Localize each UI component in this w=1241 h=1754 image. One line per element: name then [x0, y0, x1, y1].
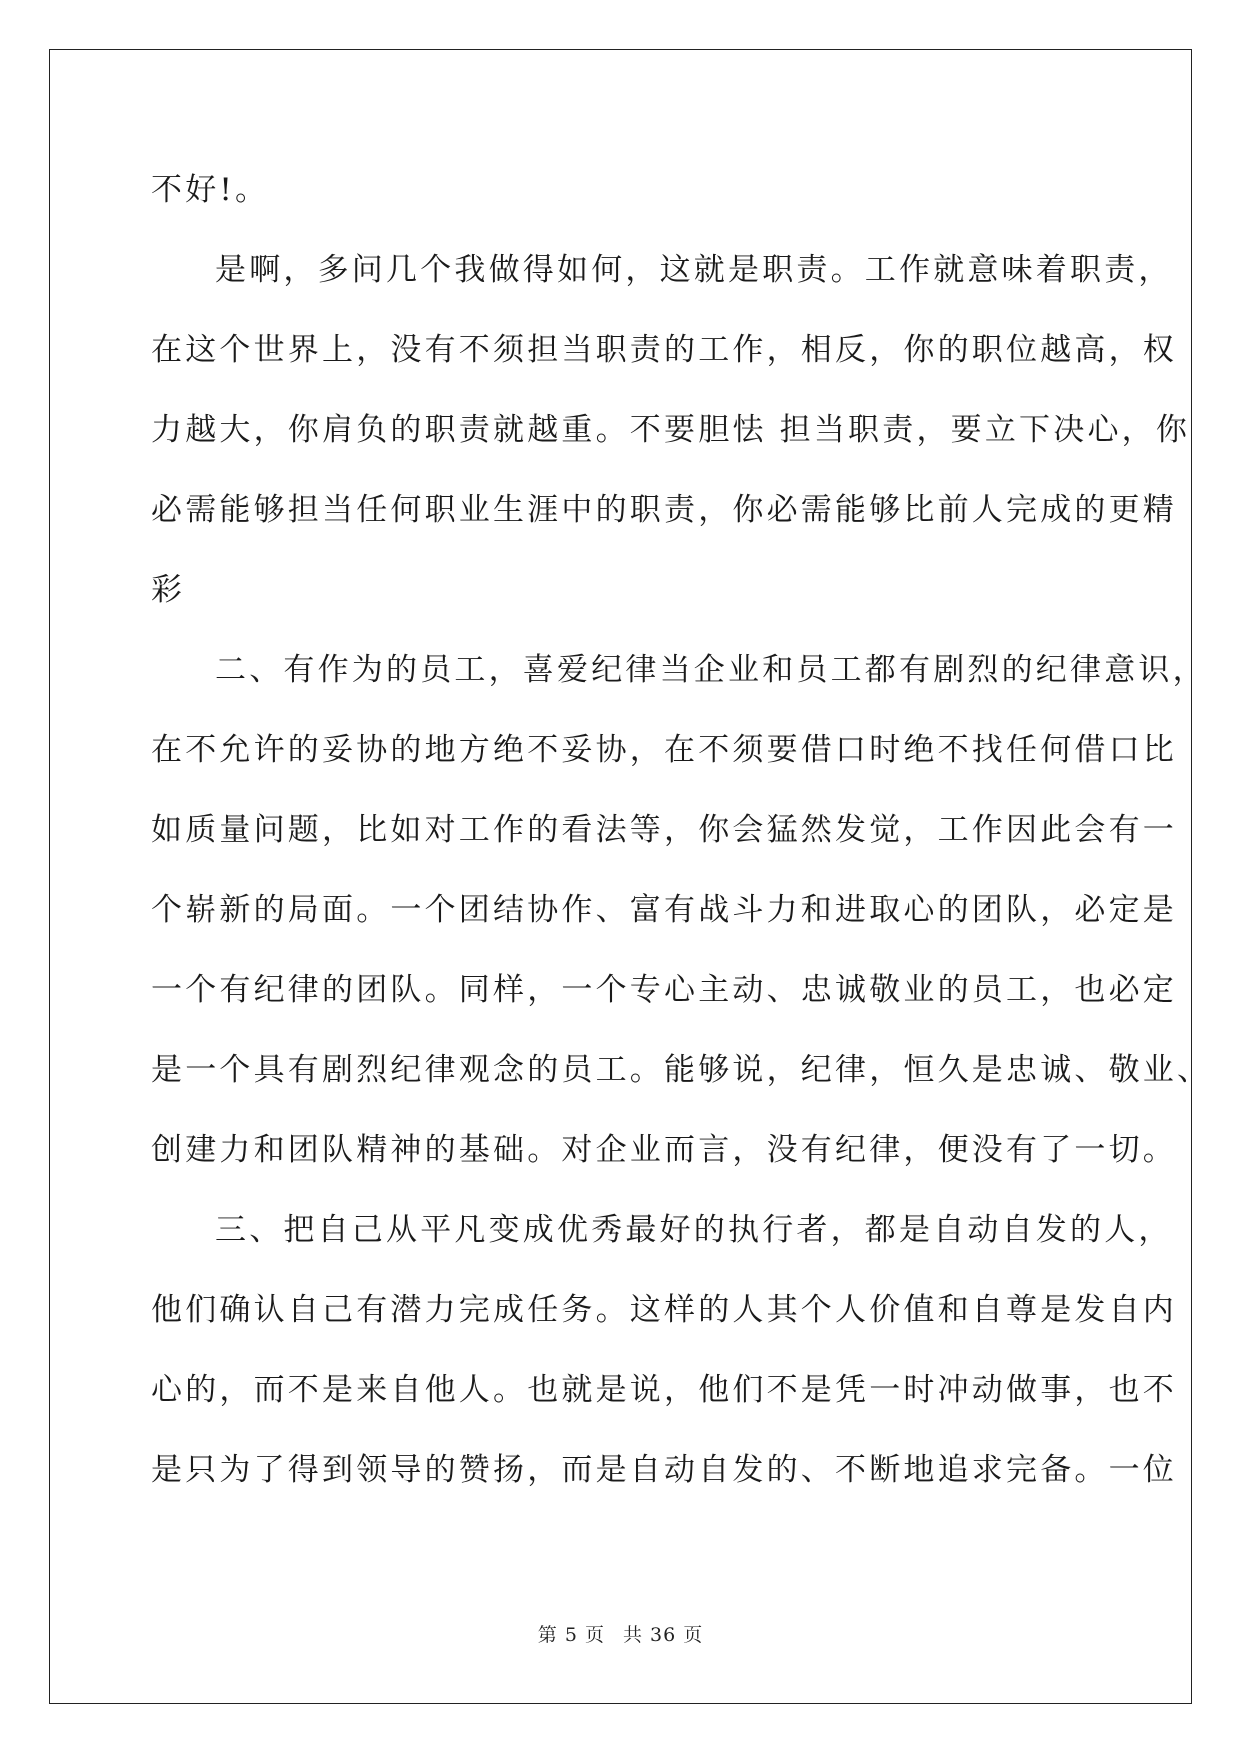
text-line: 彩: [151, 572, 186, 608]
text-line: 心的，而不是来自他人。也就是说，他们不是凭一时冲动做事，也不: [151, 1372, 1177, 1408]
text-line: 他们确认自己有潜力完成任务。这样的人其个人价值和自尊是发自内: [151, 1292, 1177, 1328]
text-line: 三、把自己从平凡变成优秀最好的执行者，都是自动自发的人，: [215, 1212, 1173, 1248]
text-line: 如质量问题，比如对工作的看法等，你会猛然发觉，工作因此会有一: [151, 812, 1177, 848]
text-line: 创建力和团队精神的基础。对企业而言，没有纪律，便没有了一切。: [151, 1132, 1177, 1168]
total-pages: 共 36 页: [622, 1624, 704, 1646]
text-line: 是只为了得到领导的赞扬，而是自动自发的、不断地追求完备。一位: [151, 1452, 1177, 1488]
text-line: 在这个世界上，没有不须担当职责的工作，相反，你的职位越高，权: [151, 332, 1177, 368]
text-line: 一个有纪律的团队。同样，一个专心主动、忠诚敬业的员工，也必定: [151, 972, 1177, 1008]
text-line: 个崭新的局面。一个团结协作、富有战斗力和进取心的团队，必定是: [151, 892, 1177, 928]
text-line: 必需能够担当任何职业生涯中的职责，你必需能够比前人完成的更精: [151, 492, 1177, 528]
document-body: [151, 165, 1212, 1525]
text-line: 力越大，你肩负的职责就越重。不要胆怯 担当职责，要立下决心，你: [151, 412, 1191, 448]
page-footer: [0, 1620, 1241, 1647]
text-line: 在不允许的妥协的地方绝不妥协，在不须要借口时绝不找任何借口比: [151, 732, 1177, 768]
text-line: 二、有作为的员工，喜爱纪律当企业和员工都有剧烈的纪律意识，: [215, 652, 1207, 688]
page-number: 第 5 页: [537, 1624, 605, 1646]
text-line: 不好!。: [151, 172, 270, 208]
text-line: 是一个具有剧烈纪律观念的员工。能够说，纪律，恒久是忠诚、敬业、: [151, 1052, 1212, 1088]
text-line: 是啊，多问几个我做得如何，这就是职责。工作就意味着职责，: [215, 252, 1173, 288]
